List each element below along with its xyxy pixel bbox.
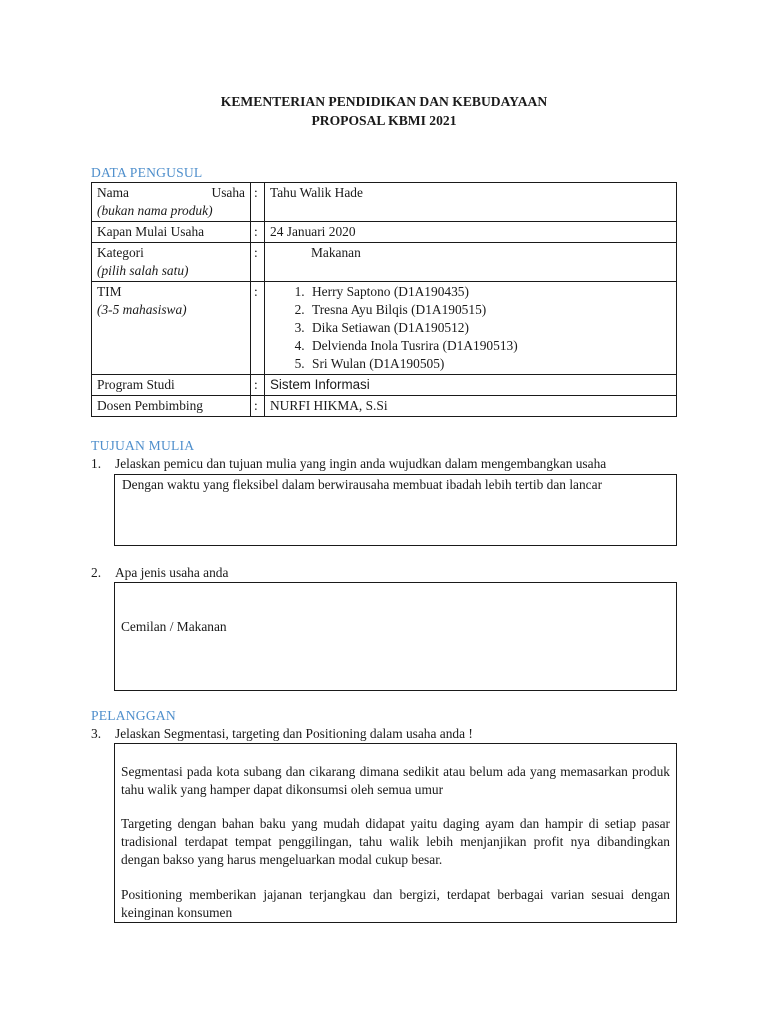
label-usaha: Usaha [211, 185, 245, 200]
question-text: Jelaskan Segmentasi, targeting dan Positioning dalam usaha anda ! [115, 726, 473, 741]
label-program-studi: Program Studi [92, 375, 251, 396]
separator: : [251, 222, 265, 243]
question-text: Jelaskan pemicu dan tujuan mulia yang ingin anda wujudkan dalam mengembangkan usaha [115, 456, 607, 471]
value-program-studi: Sistem Informasi [265, 375, 677, 396]
data-pengusul-table [91, 182, 677, 417]
team-member: 4. Delvienda Inola Tusrira (D1A190513) [308, 337, 671, 355]
separator: : [251, 243, 265, 282]
separator: : [251, 183, 265, 222]
row-nama-usaha [92, 183, 677, 222]
value-kapan-mulai: 24 Januari 2020 [265, 222, 677, 243]
label-kapan-mulai: Kapan Mulai Usaha [92, 222, 251, 243]
row-kategori [92, 243, 677, 282]
question-number: 2. [91, 565, 102, 580]
row-kapan-mulai [92, 222, 677, 243]
question-text: Apa jenis usaha anda [115, 565, 229, 580]
question-1 [91, 456, 606, 472]
team-member: 3. Dika Setiawan (D1A190512) [308, 319, 671, 337]
question-2 [91, 565, 228, 581]
answer-targeting: Targeting dengan bahan baku yang mudah didapat yaitu daging ayam dan hampir di setiap pasar tradisional terdapat tempat penggilingan, tahu walik lebih menjanjikan profit nya dibandingkan dengan bakso yang harus mengeluarkan modal cukup besar. [121, 816, 670, 867]
answer-text: Cemilan / Makanan [121, 619, 227, 634]
label-tim: TIM [97, 284, 122, 299]
answer-box-3 [114, 743, 677, 923]
team-member: 2. Tresna Ayu Bilqis (D1A190515) [308, 301, 671, 319]
answer-box-1 [114, 474, 677, 546]
separator: : [251, 375, 265, 396]
answer-text: Dengan waktu yang fleksibel dalam berwirausaha membuat ibadah lebih tertib dan lancar [122, 477, 603, 492]
document-title-proposal: PROPOSAL KBMI 2021 [311, 113, 457, 128]
team-member: 5. Sri Wulan (D1A190505) [308, 355, 671, 373]
row-program-studi [92, 375, 677, 396]
team-member-list [270, 283, 671, 373]
value-kategori: Makanan [311, 245, 361, 260]
document-title-ministry: KEMENTERIAN PENDIDIKAN DAN KEBUDAYAAN [220, 94, 548, 109]
section-heading-tujuan-mulia: TUJUAN MULIA [91, 438, 195, 453]
answer-positioning: Positioning memberikan jajanan terjangkau dan bergizi, terdapat berbagai varian sesuai dengan keinginan konsumen [121, 887, 670, 920]
note-pilih-salah-satu: (pilih salah satu) [97, 263, 189, 278]
section-heading-data-pengusul: DATA PENGUSUL [91, 165, 203, 180]
row-dosen-pembimbing [92, 396, 677, 417]
separator: : [251, 396, 265, 417]
question-number: 1. [91, 456, 102, 471]
label-kategori: Kategori [97, 245, 144, 260]
value-dosen-pembimbing: NURFI HIKMA, S.Si [265, 396, 677, 417]
question-number: 3. [91, 726, 102, 741]
question-3 [91, 726, 473, 742]
note-jumlah-mahasiswa: (3-5 mahasiswa) [97, 302, 187, 317]
separator: : [251, 282, 265, 375]
label-dosen-pembimbing: Dosen Pembimbing [92, 396, 251, 417]
row-tim [92, 282, 677, 375]
label-nama: Nama [97, 185, 129, 200]
answer-segmentasi: Segmentasi pada kota subang dan cikarang dimana sedikit atau belum ada yang memasarkan produk tahu walik yang hamper dapat dikonsumsi oleh semua umur [121, 764, 670, 797]
value-nama-usaha: Tahu Walik Hade [265, 183, 677, 222]
section-heading-pelanggan: PELANGGAN [91, 708, 176, 723]
answer-box-2 [114, 582, 677, 691]
note-bukan-nama-produk: (bukan nama produk) [97, 203, 213, 218]
team-member: 1. Herry Saptono (D1A190435) [308, 283, 671, 301]
